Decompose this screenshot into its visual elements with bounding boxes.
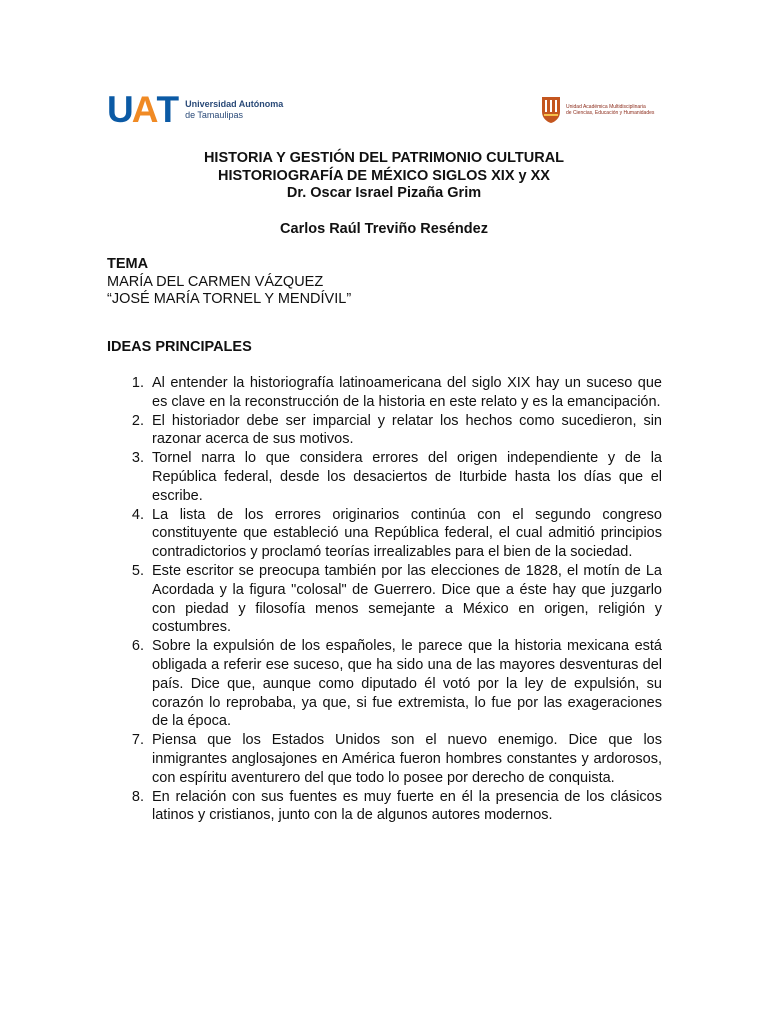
item-text: El historiador debe ser imparcial y relatar los hechos como sucedieron, sin razonar acerca de sus motivos. <box>152 412 662 448</box>
author-name: Carlos Raúl Treviño Reséndez <box>280 221 488 237</box>
unit-name-line1: Unidad Académica Multidisciplinaria <box>566 104 646 110</box>
subject-title: HISTORIOGRAFÍA DE MÉXICO SIGLOS XIX y XX <box>218 167 550 184</box>
item-number: 2. <box>131 412 144 429</box>
document-header <box>0 150 768 203</box>
list-item <box>124 412 662 450</box>
item-text: La lista de los errores originarios continúa con el segundo congreso constituyente que estableció una República federal, el cual admitió principios contradictorios y proclamó teorías irrealizables para el bien de la sociedad. <box>152 506 662 561</box>
uat-name-line2: de Tamaulipas <box>185 110 243 120</box>
uat-letters <box>107 89 178 130</box>
item-number: 5. <box>131 562 144 579</box>
list-item <box>124 788 662 826</box>
item-number: 1. <box>131 375 144 391</box>
course-title: HISTORIA Y GESTIÓN DEL PATRIMONIO CULTURAL <box>203 150 565 166</box>
item-text: Sobre la expulsión de los españoles, le parece que la historia mexicana está obligada a referir ese suceso, que ha sido una de las mayores desventuras del país. Dice que, aunque como diputado él votó por la ley de expulsión, su corazón lo reprobaba, ya que, si fue extremista, lo fue por las exageraciones de la época. <box>152 638 662 730</box>
uat-logo <box>107 89 284 130</box>
tema-line1: MARÍA DEL CARMEN VÁZQUEZ <box>107 273 324 290</box>
item-text: Piensa que los Estados Unidos son el nuevo enemigo. Dice que los inmigrantes anglosajones en América fueron hombres constantes y ardorosos, con espíritu aventurero del que todo lo posee por derecho de conquista. <box>152 732 662 786</box>
item-text: Al entender la historiografía latinoamericana del siglo XIX hay un suceso que es clave en la reconstrucción de la historia en este relato y es la emancipación. <box>152 375 662 410</box>
item-number: 4. <box>131 506 144 523</box>
item-text: Este escritor se preocupa también por las elecciones de 1828, el motín de La Acordada y la figura "colosal" de Guerrero. Dice que a éste hay que juzgarlo con piedad y filosofía menos semejante a México en origen, religión y costumbres. <box>152 562 662 636</box>
list-item <box>124 449 662 505</box>
tema-label: TEMA <box>107 256 149 272</box>
unit-name-line2: de Ciencias, Educación y Humanidades <box>566 110 655 116</box>
uat-letter-a: A <box>131 89 157 130</box>
tema-line2: “JOSÉ MARÍA TORNEL Y MENDÍVIL” <box>107 291 352 307</box>
unit-logo <box>540 95 654 125</box>
list-item <box>124 506 662 562</box>
tema-section <box>107 256 351 309</box>
uat-name-line1: Universidad Autónoma <box>185 99 284 109</box>
uat-letter-u: U <box>107 89 132 130</box>
unit-name <box>566 104 654 116</box>
list-item <box>124 562 662 637</box>
item-number: 8. <box>131 788 144 805</box>
list-item <box>124 374 662 412</box>
item-number: 3. <box>131 450 144 467</box>
list-item <box>124 637 662 731</box>
crest-icon <box>540 96 562 124</box>
list-item <box>124 731 662 787</box>
uat-letter-t: T <box>156 89 178 130</box>
professor-name: Dr. Oscar Israel Pizaña Grim <box>286 185 482 201</box>
item-number: 7. <box>131 732 144 749</box>
ideas-heading: IDEAS PRINCIPALES <box>107 339 252 355</box>
item-text: Tornel narra lo que considera errores del origen independiente y de la República federal, desde los desaciertos de Iturbide hasta los días que el escribe. <box>152 450 662 504</box>
uat-name <box>185 99 283 121</box>
ideas-list <box>124 374 662 825</box>
item-number: 6. <box>131 638 144 655</box>
item-text: En relación con sus fuentes es muy fuerte en él la presencia de los clásicos latinos y cristianos, junto con la de algunos autores modernos. <box>152 788 662 824</box>
